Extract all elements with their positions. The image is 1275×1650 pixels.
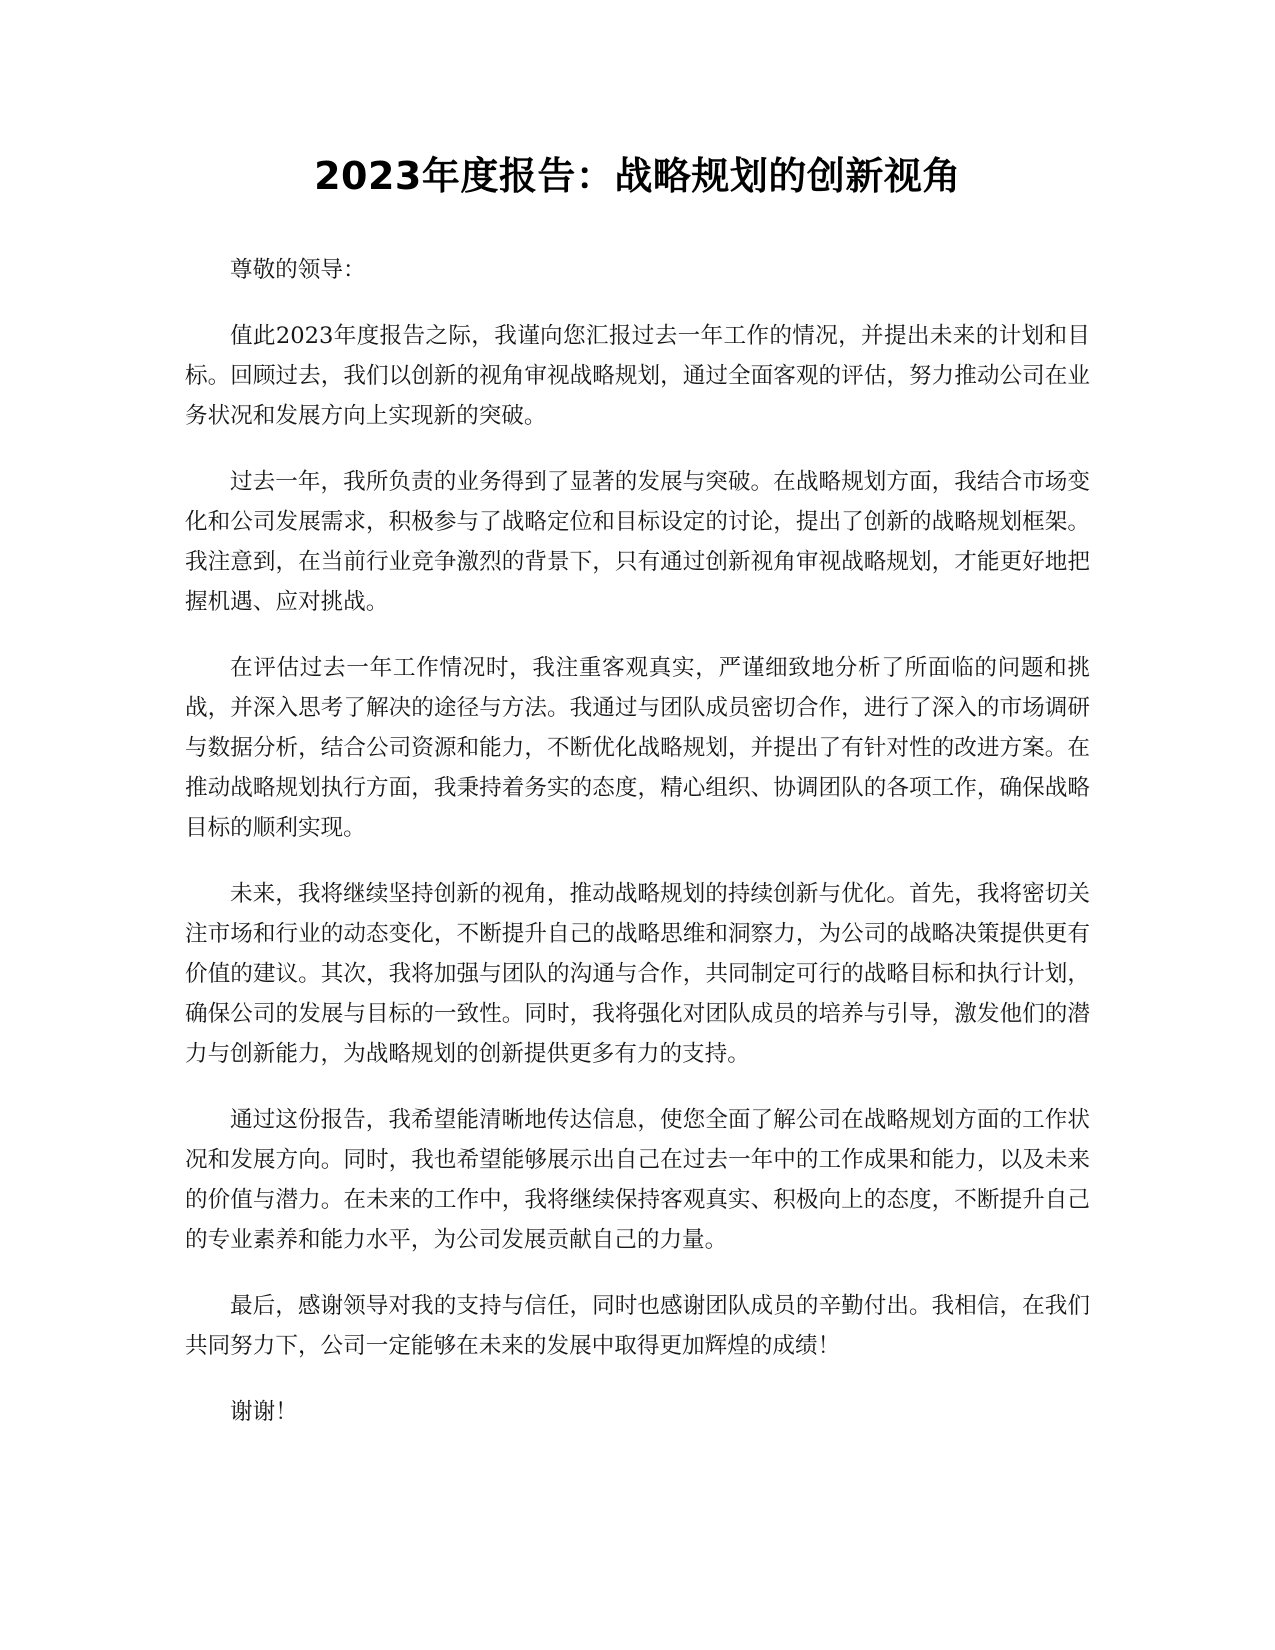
paragraph-evaluation: 在评估过去一年工作情况时，我注重客观真实，严谨细致地分析了所面临的问题和挑战，并深入思考了解决的途径与方法。我通过与团队成员密切合作，进行了深入的市场调研与数据分析，结合公司资源和能力，不断优化战略规划，并提出了有针对性的改进方案。在推动战略规划执行方面，我秉持着务实的态度，精心组织、协调团队的各项工作，确保战略目标的顺利实现。 [185,655,1090,841]
salutation: 尊敬的领导： [230,257,366,283]
paragraph-future: 未来，我将继续坚持创新的视角，推动战略规划的持续创新与优化。首先，我将密切关注市场和行业的动态变化，不断提升自己的战略思维和洞察力，为公司的战略决策提供更有价值的建议。其次，我将加强与团队的沟通与合作，共同制定可行的战略目标和执行计划，确保公司的发展与目标的一致性。同时，我将强化对团队成员的培养与引导，激发他们的潜力与创新能力，为战略规划的创新提供更多有力的支持。 [185,881,1090,1067]
paragraph-thanks: 最后，感谢领导对我的支持与信任，同时也感谢团队成员的辛勤付出。我相信，在我们共同努力下，公司一定能够在未来的发展中取得更加辉煌的成绩！ [185,1293,1090,1359]
document-title: 2023年度报告：战略规划的创新视角 [314,154,961,198]
paragraph-intro: 值此2023年度报告之际，我谨向您汇报过去一年工作的情况，并提出未来的计划和目标。回顾过去，我们以创新的视角审视战略规划，通过全面客观的评估，努力推动公司在业务状况和发展方向上实现新的突破。 [185,323,1090,429]
paragraph-past-year: 过去一年，我所负责的业务得到了显著的发展与突破。在战略规划方面，我结合市场变化和公司发展需求，积极参与了战略定位和目标设定的讨论，提出了创新的战略规划框架。我注意到，在当前行业竞争激烈的背景下，只有通过创新视角审视战略规划，才能更好地把握机遇、应对挑战。 [185,469,1090,615]
closing: 谢谢！ [230,1399,298,1425]
paragraph-purpose: 通过这份报告，我希望能清晰地传达信息，使您全面了解公司在战略规划方面的工作状况和发展方向。同时，我也希望能够展示出自己在过去一年中的工作成果和能力，以及未来的价值与潜力。在未来的工作中，我将继续保持客观真实、积极向上的态度，不断提升自己的专业素养和能力水平，为公司发展贡献自己的力量。 [185,1107,1090,1253]
